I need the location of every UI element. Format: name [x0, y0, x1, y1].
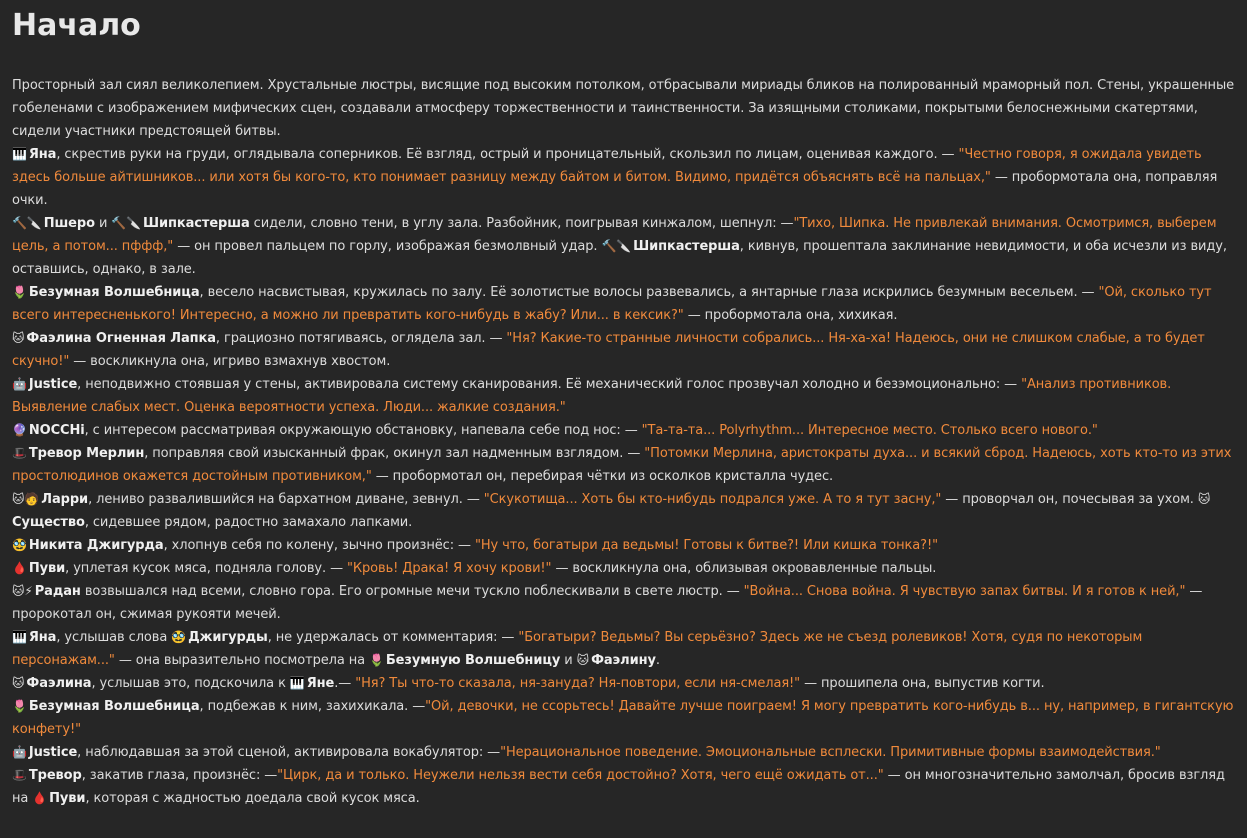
dialogue-quote: "Кровь! Драка! Я хочу крови!"	[347, 561, 552, 576]
hammer-knife-icon: 🔨🔪	[601, 239, 632, 253]
narration-text: возвышался над всеми, словно гора. Его огромные мечи тускло поблескивали в свете люстр. —	[80, 584, 744, 599]
character-name: Безумная Волшебница	[28, 285, 200, 300]
narration-text: сидели, словно тени, в углу зала. Разбойник, поигрывая кинжалом, шепнул: —	[249, 216, 794, 231]
story-paragraph	[12, 143, 1235, 212]
narration-text: , весело насвистывая, кружилась по залу. Её золотистые волосы развевались, а янтарные глаза искрились безумным весельем. —	[199, 285, 1099, 300]
character-name: Шипкастерша	[633, 239, 740, 254]
story-paragraph	[12, 764, 1235, 810]
narration-text: , неподвижно стоявшая у стены, активировала систему сканирования. Её механический голос прозвучал холодно и безэмоционально: —	[77, 377, 1022, 392]
narration-text: , скрестив руки на груди, оглядывала соперников. Её взгляд, острый и проницательный, скользил по лицам, оценивая каждого. —	[56, 147, 959, 162]
story-paragraph	[12, 695, 1235, 741]
character-name: Justice	[28, 745, 78, 760]
cat-icon: 🐱	[576, 653, 590, 667]
disguise-face-icon: 🥸	[12, 538, 27, 552]
blood-drop-icon: 🩸	[12, 561, 27, 575]
story-paragraph	[12, 442, 1235, 488]
top-hat-icon: 🎩	[12, 768, 27, 782]
story-paragraph	[12, 212, 1235, 281]
character-name: Безумная Волшебница	[28, 699, 200, 714]
story-paragraph	[12, 580, 1235, 626]
dialogue-quote: "Богатыри? Ведьмы? Вы серьёзно? Здесь же не съезд ролевиков! Хотя, судя по некоторым персонажам..."	[12, 630, 1143, 668]
character-name: Тревор	[28, 768, 82, 783]
narration-text: , поправляя свой изысканный фрак, окинул зал надменным взглядом. —	[144, 446, 645, 461]
dialogue-quote: "Тихо, Шипка. Не привлекай внимания. Осмотримся, выберем цель, а потом... пффф,"	[12, 216, 1217, 254]
narration-text: , кивнув, прошептала заклинание невидимости, и оба исчезли из виду, оставшись, однако, в зале.	[12, 239, 1227, 277]
story-paragraph	[12, 534, 1235, 557]
narration-text: , услышав это, подскочила к	[91, 676, 290, 691]
dialogue-quote: "Ня? Какие-то странные личности собрались... Ня-ха-ха! Надеюсь, они не слишком слабые, а то будет скучно!"	[12, 331, 1205, 369]
cat-icon: 🐱	[1197, 492, 1211, 506]
cat-icon: 🐱	[12, 331, 25, 345]
story-body	[12, 74, 1235, 810]
narration-text: — проворчал он, почесывая за ухом.	[941, 492, 1198, 507]
dialogue-quote: "Анализ противников. Выявление слабых мест. Оценка вероятности успеха. Люди... жалкие создания."	[12, 377, 1172, 415]
character-name: Пуви	[49, 791, 86, 806]
page-title: Начало	[12, 8, 141, 43]
tulip-icon: 🌷	[369, 653, 384, 667]
story-paragraph	[12, 557, 1235, 580]
story-paragraph	[12, 419, 1235, 442]
story-paragraph	[12, 74, 1235, 143]
dialogue-quote: "Война... Снова война. Я чувствую запах битвы. И я готов к ней,"	[743, 584, 1186, 599]
narration-text: , наблюдавшая за этой сценой, активировала вокабулятор: —	[77, 745, 501, 760]
narration-text: , хлопнув себя по колену, зычно произнёс: —	[163, 538, 475, 553]
narration-text: , лениво развалившийся на бархатном диване, зевнул. —	[88, 492, 484, 507]
character-name: Пуви	[28, 561, 66, 576]
narration-text: — воскликнула она, облизывая окровавленные пальцы.	[551, 561, 937, 576]
narration-text: — она выразительно посмотрела на	[114, 653, 370, 668]
dialogue-quote: "Скукотища... Хоть бы кто-нибудь подрался уже. А то я тут засну,"	[483, 492, 942, 507]
piano-icon: 🎹	[12, 630, 27, 644]
story-paragraph	[12, 373, 1235, 419]
disguise-face-icon: 🥸	[171, 630, 187, 644]
narration-text: — прошипела она, выпустив когти.	[800, 676, 1045, 691]
narration-text: и	[94, 216, 112, 231]
cat-lightning-icon: 🐱⚡	[12, 584, 33, 598]
character-name: Фаэлина	[26, 676, 92, 691]
narration-text: , которая с жадностью доедала свой кусок мяса.	[85, 791, 420, 806]
character-name: Тревор Мерлин	[28, 446, 145, 461]
character-name: Ларри	[41, 492, 89, 507]
story-paragraph	[12, 281, 1235, 327]
narration-text: , уплетая кусок мяса, подняла голову. —	[65, 561, 348, 576]
blood-drop-icon: 🩸	[32, 791, 48, 805]
story-paragraph	[12, 626, 1235, 672]
dialogue-quote: "Ну что, богатыри да ведьмы! Готовы к битве?! Или кишка тонка?!"	[474, 538, 938, 553]
piano-icon: 🎹	[12, 147, 27, 161]
tulip-icon: 🌷	[12, 699, 27, 713]
narration-text: , закатив глаза, произнёс: —	[81, 768, 278, 783]
dialogue-quote: "Нерациональное поведение. Эмоциональные всплески. Примитивные формы взаимодействия."	[500, 745, 1161, 760]
story-paragraph	[12, 741, 1235, 764]
dialogue-quote: "Ой, девочки, не ссорьтесь! Давайте лучше поиграем! Я могу превратить кого-нибудь в... ну, например, в гигантскую конфету!"	[12, 699, 1234, 737]
character-name: Существо	[12, 515, 85, 530]
character-name: Фаэлину	[591, 653, 656, 668]
character-name: Никита Джигурда	[28, 538, 164, 553]
narration-text: — пробормотала она, хихикая.	[683, 308, 898, 323]
narration-text: — пророкотал он, сжимая рукояти мечей.	[12, 584, 1203, 622]
narration-text: и	[560, 653, 577, 668]
narration-text: — он провел пальцем по горлу, изображая безмолвный удар.	[173, 239, 602, 254]
dialogue-quote: "Цирк, да и только. Неужели нельзя вести себя достойно? Хотя, чего ещё ожидать от..."	[277, 768, 884, 783]
character-name: Радан	[34, 584, 81, 599]
narration-text: Просторный зал сиял великолепием. Хрустальные люстры, висящие под высоким потолком, отбрасывали мириады бликов на полированный мраморный пол. Стены, украшенные гобеленами с изображением мифических сцен, создавали атмосферу торжественности и таинственности. За изящными столиками, покрытыми белоснежными скатертями, сидели участники предстоящей битвы.	[12, 78, 1235, 139]
narration-text: — пробормотал он, перебирая чётки из осколков кристалла чудес.	[371, 469, 834, 484]
story-paragraph	[12, 327, 1235, 373]
dialogue-quote: "Ой, сколько тут всего интересненького! Интересно, а можно ли превратить кого-нибудь в жабу? Или... в кексик?"	[12, 285, 1212, 323]
character-name: Justice	[28, 377, 78, 392]
robot-icon: 🤖	[12, 377, 27, 391]
top-hat-icon: 🎩	[12, 446, 27, 460]
crystal-ball-icon: 🔮	[12, 423, 27, 437]
cat-person-icon: 🐱🧑	[12, 492, 40, 506]
narration-text: .—	[334, 676, 356, 691]
dialogue-quote: "Ня? Ты что-то сказала, ня-зануда? Ня-повтори, если ня-смелая!"	[355, 676, 801, 691]
hammer-knife-icon: 🔨🔪	[12, 216, 42, 230]
character-name: Яне	[306, 676, 335, 691]
narration-text: , услышав слова	[56, 630, 172, 645]
tulip-icon: 🌷	[12, 285, 27, 299]
story-paragraph	[12, 672, 1235, 695]
hammer-knife-icon: 🔨🔪	[111, 216, 142, 230]
narration-text: , с интересом рассматривая окружающую обстановку, напевала себе под нос: —	[84, 423, 642, 438]
character-name: Яна	[28, 630, 57, 645]
narration-text: .	[655, 653, 660, 668]
character-name: Фаэлина Огненная Лапка	[26, 331, 216, 346]
narration-text: — пробормотала она, поправляя очки.	[12, 170, 1218, 208]
narration-text: — воскликнула она, игриво взмахнув хвостом.	[69, 354, 391, 369]
story-paragraph	[12, 488, 1235, 534]
robot-icon: 🤖	[12, 745, 27, 759]
narration-text: , не удержалась от комментария: —	[267, 630, 519, 645]
character-name: Джигурды	[188, 630, 268, 645]
character-name: Безумную Волшебницу	[385, 653, 561, 668]
narration-text: — он многозначительно замолчал, бросив взгляд на	[12, 768, 1225, 806]
narration-text: , сидевшее рядом, радостно замахало лапками.	[84, 515, 413, 530]
dialogue-quote: "Та-та-та... Polyrhythm... Интересное место. Столько всего нового."	[641, 423, 1098, 438]
narration-text: , грациозно потягиваясь, оглядела зал. —	[215, 331, 507, 346]
dialogue-quote: "Потомки Мерлина, аристократы духа... и всякий сброд. Надеюсь, хоть кто-то из этих простолюдинов окажется достойным противником,"	[12, 446, 1232, 484]
character-name: Яна	[28, 147, 57, 162]
character-name: Пшеро	[43, 216, 95, 231]
piano-icon: 🎹	[289, 676, 305, 690]
narration-text: , подбежав к ним, захихикала. —	[199, 699, 426, 714]
cat-icon: 🐱	[12, 676, 25, 690]
character-name: Шипкастерша	[143, 216, 250, 231]
dialogue-quote: "Честно говоря, я ожидала увидеть здесь больше айтишников... или хотя бы кого-то, кто понимает разницу между байтом и битом. Видимо, придётся объяснять всё на пальцах,"	[12, 147, 1202, 185]
character-name: NOCCHi	[28, 423, 85, 438]
